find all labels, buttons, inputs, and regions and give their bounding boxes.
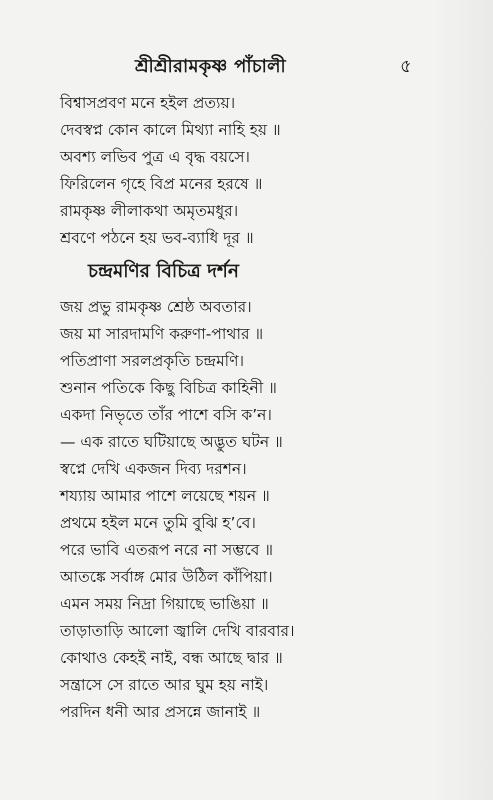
verse-line: — এক রাতে ঘটিয়াছে অদ্ভুত ঘটন ॥: [60, 433, 283, 451]
verse-line: স্বপ্নে দেখি একজন দিব্য দরশন।: [60, 460, 247, 478]
verse-line: আতঙ্কে সর্বাঙ্গ মোর উঠিল কাঁপিয়া।: [60, 568, 273, 586]
verse-line: এমন সময় নিদ্রা গিয়াছে ভাঙিয়া ॥: [60, 595, 269, 613]
verse-line: শুনান পতিকে কিছু বিচিত্র কাহিনী ॥: [60, 379, 277, 397]
verse-line: সন্ত্রাসে সে রাতে আর ঘুম হয় নাই।: [60, 676, 269, 694]
verse-line: কোথাও কেহই নাই, বন্ধ আছে দ্বার ॥: [60, 649, 283, 667]
verse-line: শয্যায় আমার পাশে লয়েছে শয়ন ॥: [60, 487, 270, 505]
verse-line: জয় প্রভু রামকৃষ্ণ শ্রেষ্ঠ অবতার।: [60, 298, 252, 316]
running-header: [0, 52, 493, 78]
running-title: শ্রীশ্রীরামকৃষ্ণ পাঁচালী: [135, 56, 286, 77]
verse-line: শ্রবণে পঠনে হয় ভব-ব্যাধি দূর ॥: [60, 229, 254, 247]
verse-line: একদা নিভৃতে তাঁর পাশে বসি ক’ন।: [60, 406, 272, 424]
verse-block-2: [60, 294, 460, 726]
verse-line: অবশ্য লভিব পুত্র এ বৃদ্ধ বয়সে।: [60, 148, 250, 166]
verse-line: বিশ্বাসপ্রবণ মনে হইল প্রত্যয়।: [60, 94, 236, 112]
verse-line: প্রথমে হইল মনে তুমি বুঝি হ’বে।: [60, 514, 256, 532]
verse-line: রামকৃষ্ণ লীলাকথা অমৃতমধুর।: [60, 202, 239, 220]
verse-line: পরে ভাবি এতরূপ নরে না সম্ভবে ॥: [60, 541, 274, 559]
verse-line: তাড়াতাড়ি আলো জ্বালি দেখি বারবার।: [60, 622, 295, 640]
verse-block-1: [60, 90, 460, 252]
page-number: ৫: [400, 56, 412, 77]
verse-line: জয় মা সারদামণি করুণা-পাথার ॥: [60, 325, 264, 343]
verse-line: দেবস্বপ্ন কোন কালে মিথ্যা নাহি হয় ॥: [60, 121, 281, 139]
verse-line: ফিরিলেন গৃহে বিপ্র মনের হরষে ॥: [60, 175, 263, 193]
verse-line: পতিপ্রাণা সরলপ্রকৃতি চন্দ্রমণি।: [60, 352, 245, 370]
verse-line: পরদিন ধনী আর প্রসন্নে জানাই ॥: [60, 703, 261, 721]
section-heading: চন্দ্রমণির বিচিত্র দর্শন: [88, 261, 239, 282]
